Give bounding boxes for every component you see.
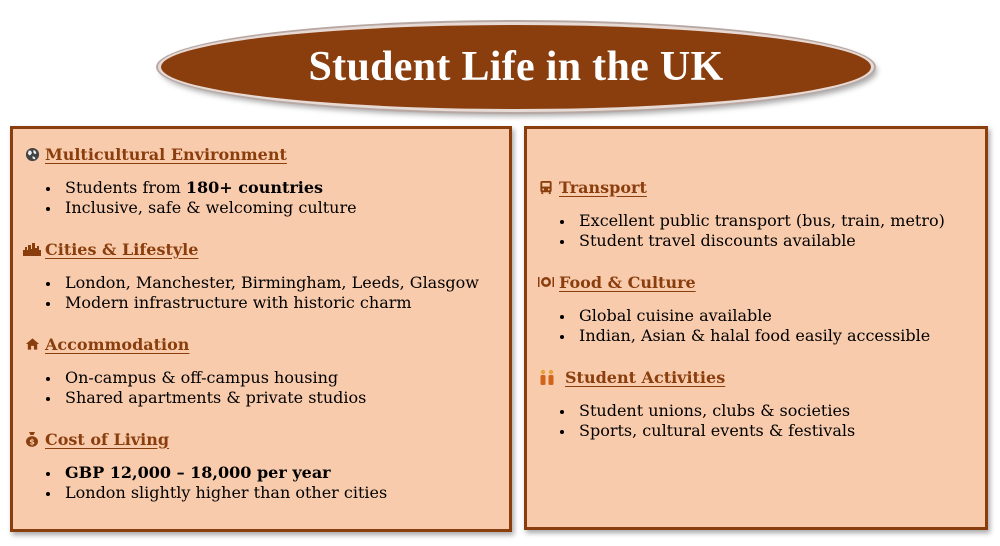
section-cost	[23, 427, 505, 503]
city-icon	[23, 240, 41, 258]
section-title: Multicultural Environment	[45, 144, 287, 164]
section-transport	[537, 175, 981, 251]
section-heading	[23, 427, 505, 451]
section-heading	[23, 237, 505, 261]
list-item: Excellent public transport (bus, train, metro)	[557, 211, 981, 231]
people-icon	[537, 368, 557, 386]
list-item: Inclusive, safe & welcoming culture	[43, 198, 505, 218]
section-accommodation	[23, 332, 505, 408]
svg-text:$: $	[29, 437, 35, 447]
left-panel	[10, 126, 512, 532]
section-multicultural	[23, 142, 505, 218]
right-panel	[524, 126, 988, 530]
page-title: Student Life in the UK	[308, 44, 724, 90]
section-heading	[537, 175, 981, 199]
house-icon	[23, 335, 41, 353]
section-title: Food & Culture	[559, 272, 696, 292]
globe-icon	[23, 145, 41, 163]
list-item: On-campus & off-campus housing	[43, 368, 505, 388]
section-cities	[23, 237, 505, 313]
section-title: Cities & Lifestyle	[45, 239, 199, 259]
list-item: Indian, Asian & halal food easily accessible	[557, 326, 981, 346]
list-item: Modern infrastructure with historic charm	[43, 293, 505, 313]
section-food	[537, 270, 981, 346]
list-item: Student unions, clubs & societies	[557, 401, 981, 421]
section-heading	[23, 332, 505, 356]
list-item: Shared apartments & private studios	[43, 388, 505, 408]
dining-icon	[537, 273, 555, 291]
section-title: Cost of Living	[45, 429, 170, 449]
section-title: Transport	[559, 177, 647, 197]
list-item: Global cuisine available	[557, 306, 981, 326]
money-bag-icon	[23, 430, 41, 448]
section-heading	[537, 365, 981, 389]
list-item: London, Manchester, Birmingham, Leeds, Glasgow	[43, 273, 505, 293]
title-banner	[158, 22, 874, 112]
section-title: Student Activities	[565, 367, 726, 387]
list-item: Student travel discounts available	[557, 231, 981, 251]
section-heading	[23, 142, 505, 166]
list-item: Sports, cultural events & festivals	[557, 421, 981, 441]
section-activities	[537, 365, 981, 441]
list-item: London slightly higher than other cities	[43, 483, 505, 503]
section-title: Accommodation	[45, 334, 190, 354]
section-heading	[537, 270, 981, 294]
bus-icon	[537, 178, 555, 196]
list-item: Students from 180+ countries	[43, 178, 505, 198]
list-item: GBP 12,000 – 18,000 per year	[43, 463, 505, 483]
